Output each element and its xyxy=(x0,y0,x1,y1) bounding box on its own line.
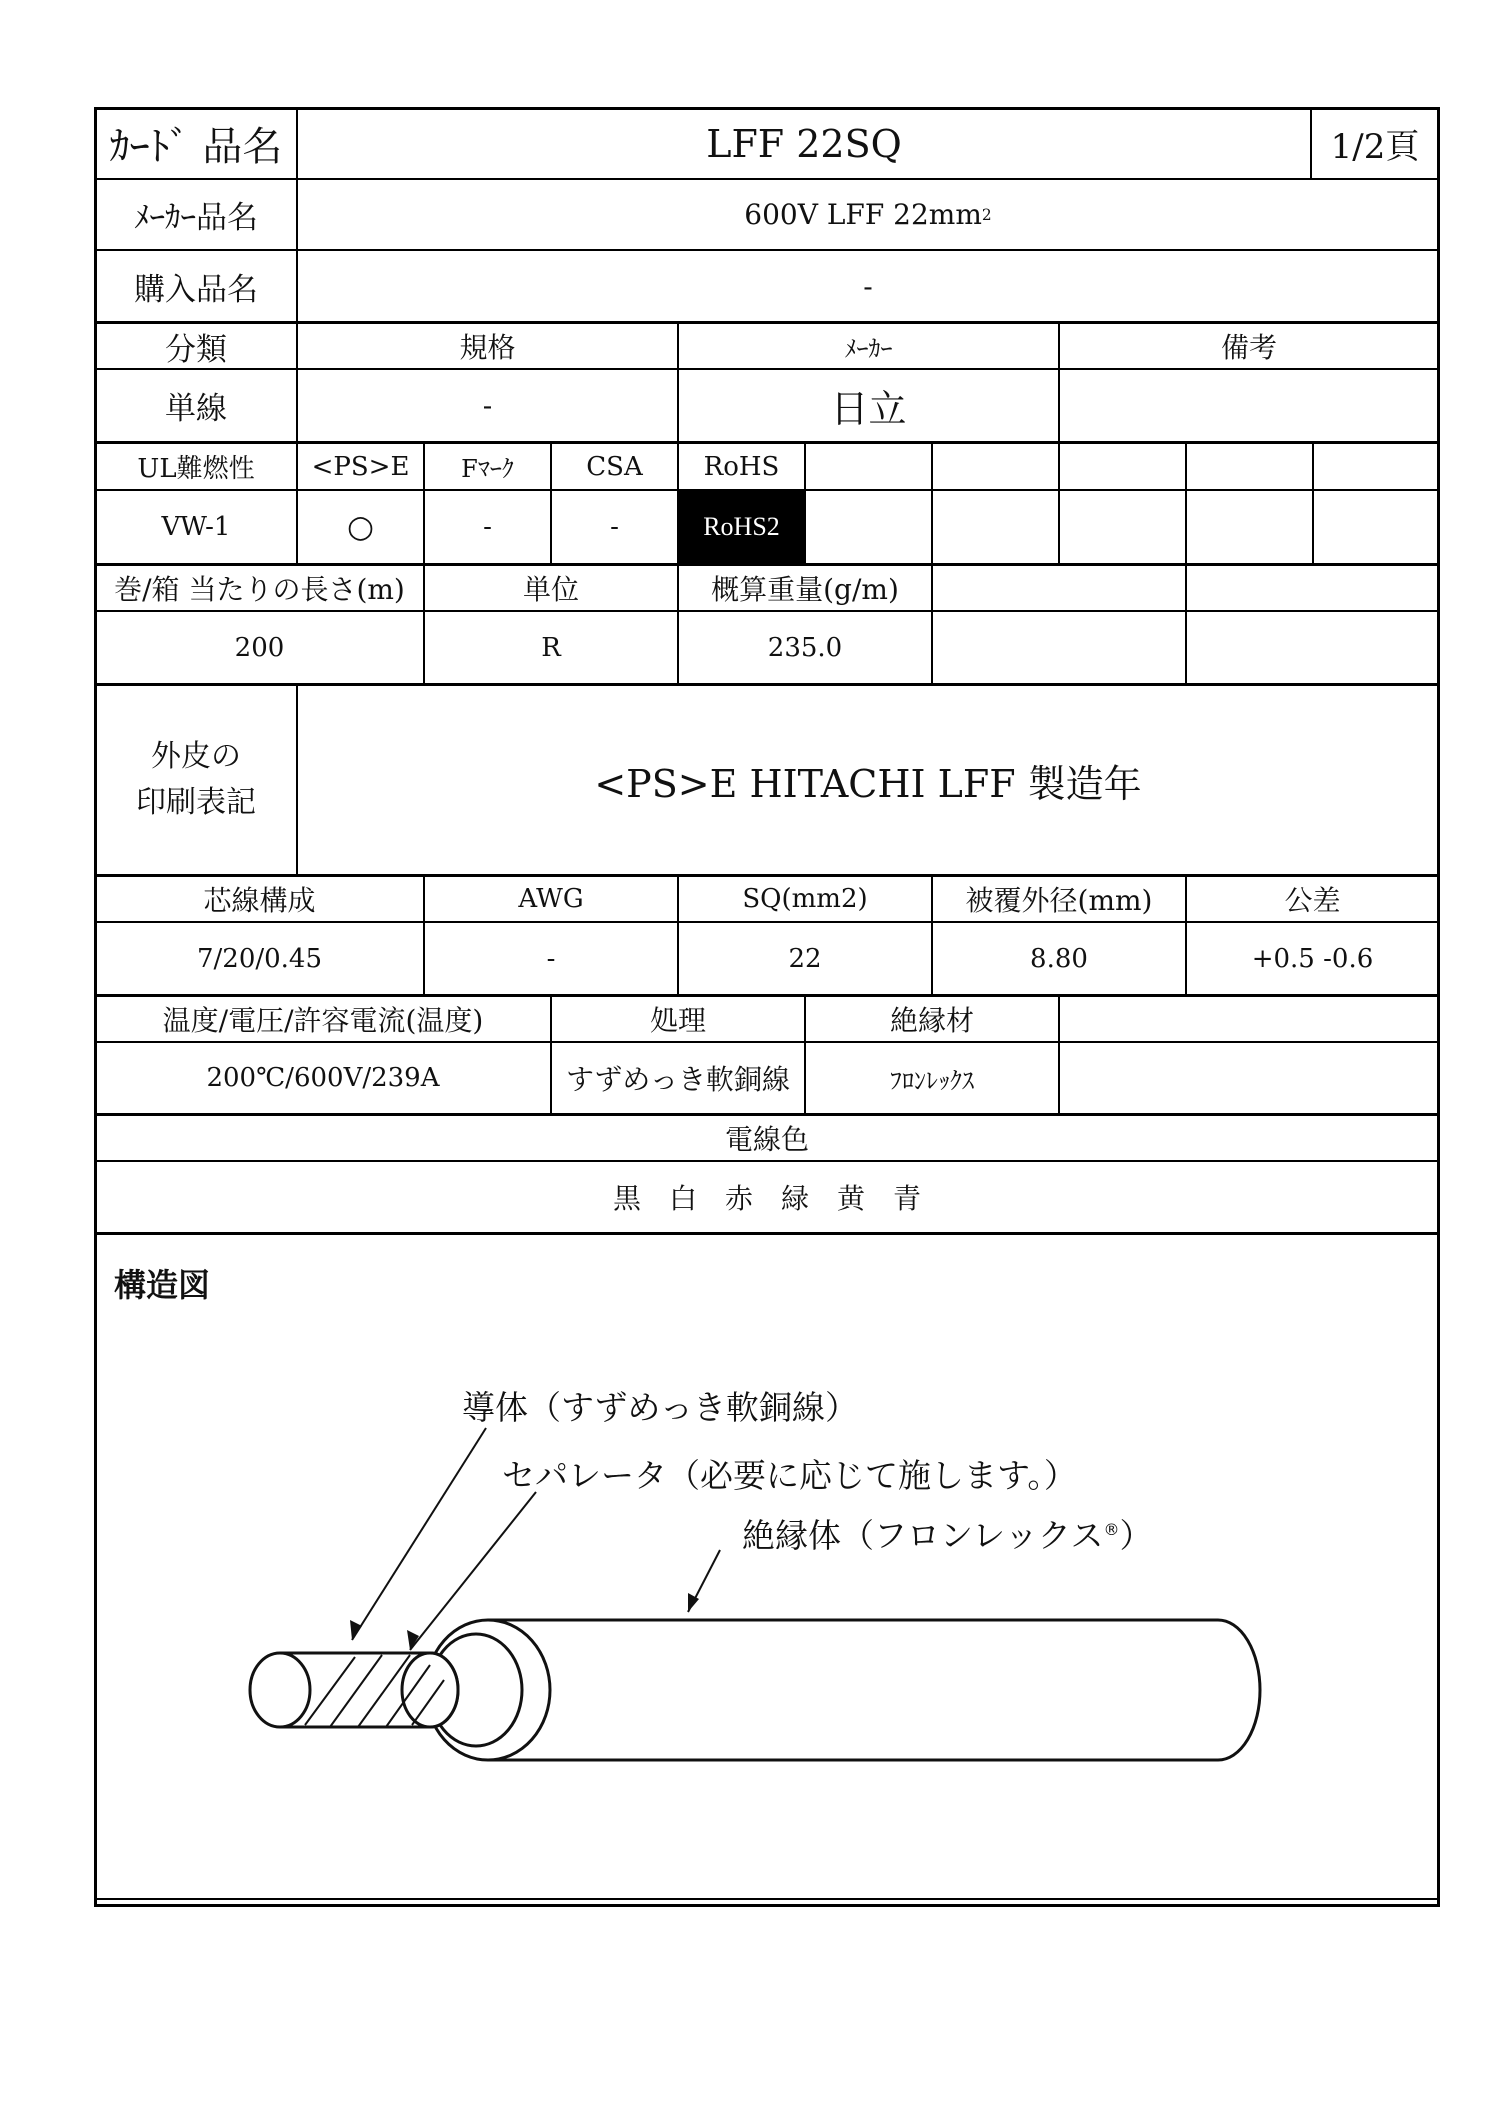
conductor-label: 導体（すずめっき軟銅線） xyxy=(462,1388,858,1427)
pse-value: ○ xyxy=(346,509,375,545)
maker-header: ﾒｰｶｰ xyxy=(844,334,893,363)
maker-name-label: ﾒｰｶｰ品名 xyxy=(134,200,258,236)
csa-header: CSA xyxy=(586,451,643,482)
core-config-value: 7/20/0.45 xyxy=(196,943,323,974)
ul-flame-header: UL難燃性 xyxy=(137,454,255,484)
conductor-end xyxy=(250,1653,310,1727)
tolerance-value: +0.5 -0.6 xyxy=(1251,943,1374,974)
csa-value: - xyxy=(610,512,619,542)
unit-value: R xyxy=(541,632,561,663)
standard-header: 規格 xyxy=(459,331,516,364)
purchase-name-label: 購入品名 xyxy=(134,271,258,308)
treatment-header: 処理 xyxy=(649,1004,706,1037)
rating-header: 温度/電圧/許容電流(温度) xyxy=(162,1004,484,1037)
core-config-header: 芯線構成 xyxy=(203,884,316,917)
jacket-printing-value: <PS>E HITACHI LFF 製造年 xyxy=(594,761,1142,806)
insulation-label: 絶縁体（フロンレックス®） xyxy=(742,1516,1153,1555)
sq-value: 22 xyxy=(788,943,822,974)
f-mark-value: - xyxy=(483,512,492,542)
structure-diagram-title: 構造図 xyxy=(114,1266,211,1304)
outer-diameter-header: 被覆外径(mm) xyxy=(965,884,1153,917)
wire-color-label: 電線色 xyxy=(724,1123,809,1156)
rating-value: 200℃/600V/239A xyxy=(206,1063,440,1093)
awg-value: - xyxy=(546,943,556,974)
awg-header: AWG xyxy=(518,884,584,914)
purchase-name-value: - xyxy=(863,269,873,303)
pse-header: <PS>E xyxy=(311,451,410,482)
jacket-printing-label: 外皮の 印刷表記 xyxy=(136,738,256,820)
insulation-body xyxy=(488,1620,1260,1760)
outer-diameter-value: 8.80 xyxy=(1030,943,1088,974)
tolerance-header: 公差 xyxy=(1284,884,1341,917)
f-mark-header: Fﾏｰｸ xyxy=(461,455,514,483)
length-per-reel-value: 200 xyxy=(234,632,285,663)
wire-color-value: 黒 白 赤 緑 黄 青 xyxy=(612,1182,921,1215)
approx-weight-header: 概算重量(g/m) xyxy=(711,573,899,606)
card-name-label: ｶｰﾄﾞ 品名 xyxy=(109,124,283,170)
rohs-value: RoHS2 xyxy=(679,491,804,563)
insulation-value: ﾌﾛﾝﾚｯｸｽ xyxy=(890,1066,974,1095)
card-name-value: LFF 22SQ xyxy=(706,121,902,166)
treatment-value: すずめっき軟銅線 xyxy=(565,1063,790,1096)
rohs-header: RoHS xyxy=(703,451,780,482)
ul-flame-value: VW-1 xyxy=(161,512,231,542)
standard-value: - xyxy=(482,389,493,422)
separator-label: セパレータ（必要に応じて施します。） xyxy=(502,1456,1077,1495)
maker-value: 日立 xyxy=(830,387,907,431)
maker-name-value: 600V LFF 22mm 2 xyxy=(744,198,992,231)
unit-header: 単位 xyxy=(522,573,579,606)
insulation-header: 絶縁材 xyxy=(889,1004,974,1037)
classification-value: 単線 xyxy=(165,391,227,427)
classification-header: 分類 xyxy=(165,331,227,368)
page-number: 1/2頁 xyxy=(1330,127,1420,167)
sq-header: SQ(mm2) xyxy=(742,884,868,914)
approx-weight-value: 235.0 xyxy=(767,632,843,663)
length-per-reel-header: 巻/箱 当たりの長さ(m) xyxy=(114,573,405,606)
remarks-header: 備考 xyxy=(1220,331,1277,364)
